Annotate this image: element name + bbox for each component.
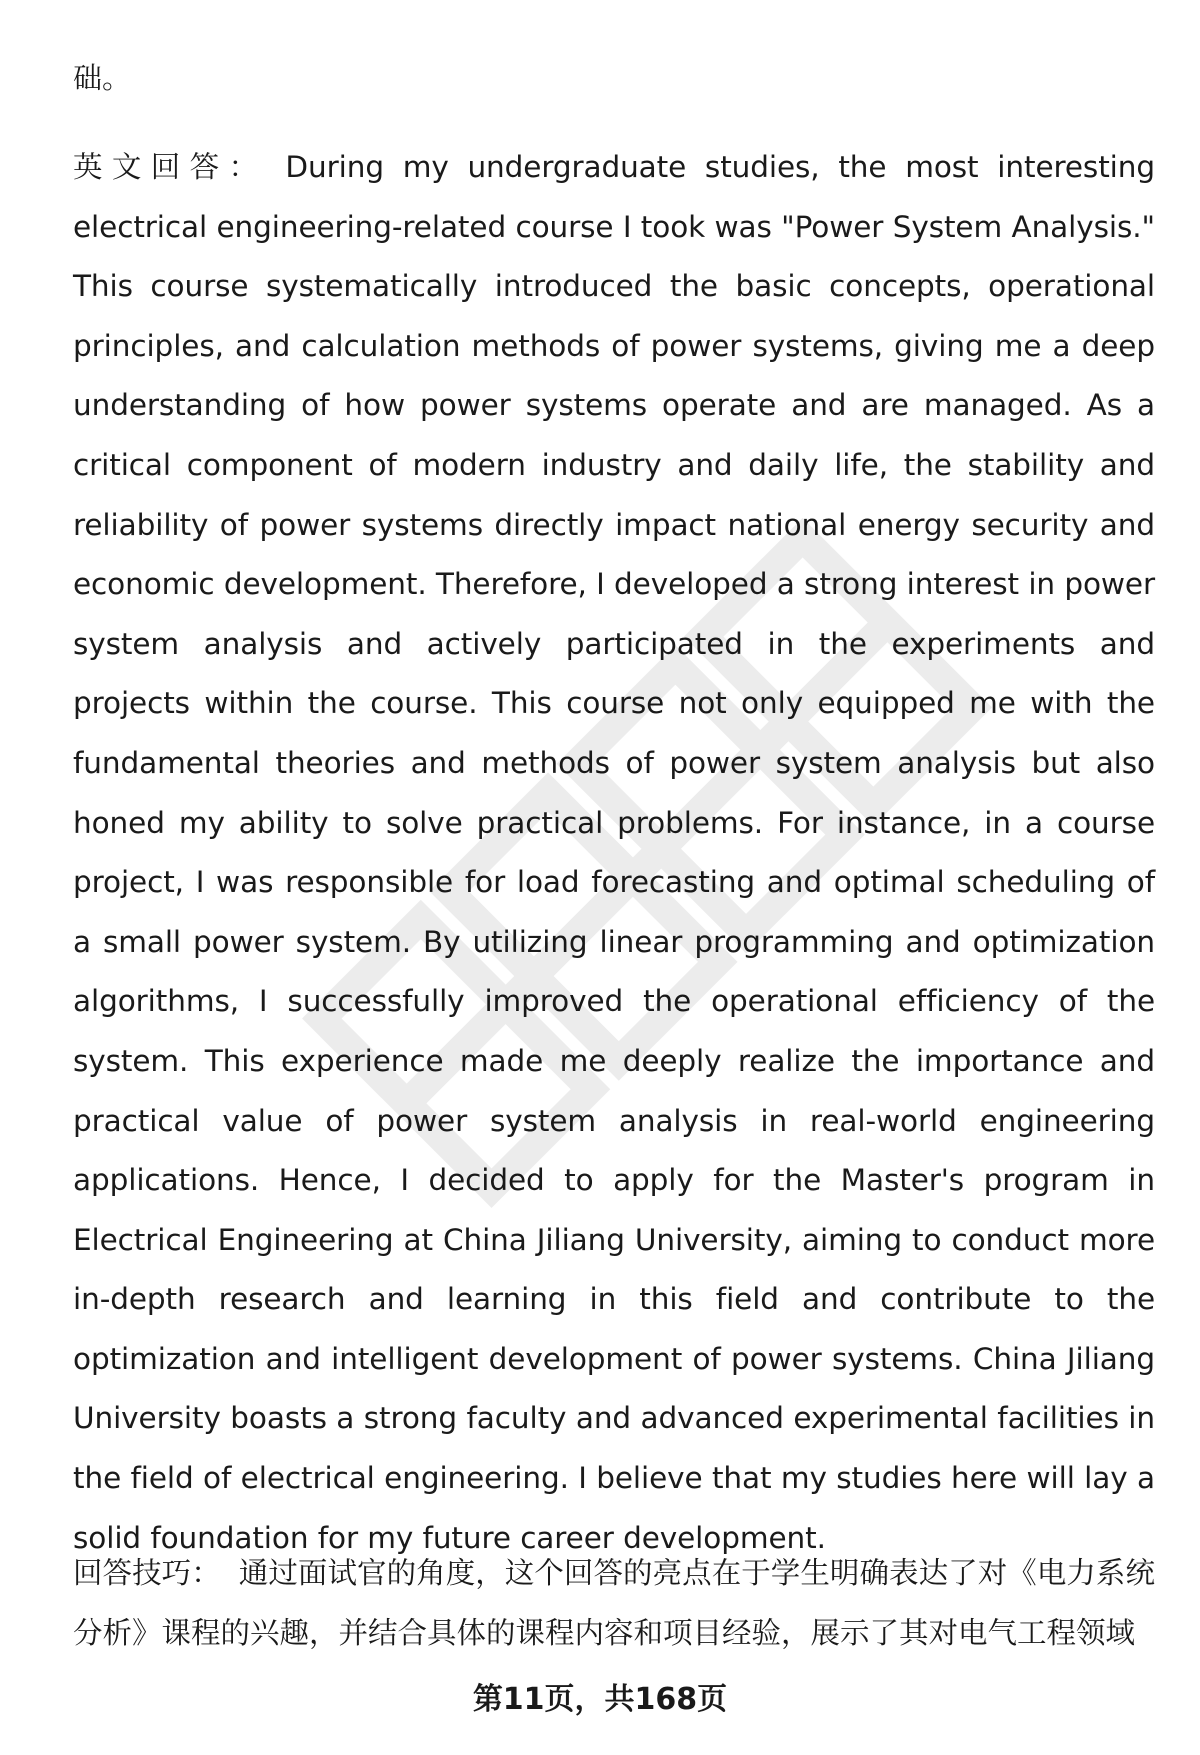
page-number-footer: 第11页，共168页: [472, 1682, 728, 1717]
answer-tips-label: 回答技巧：: [73, 1556, 221, 1590]
answer-tips-text: 通过面试官的角度，这个回答的亮点在于学生明确表达了对《电力系统分析》课程的兴趣，并结合具体的课程内容和项目经验，展示了其对电气工程领域: [73, 1556, 1155, 1650]
english-answer-label: 英文回答：: [73, 150, 268, 184]
english-answer-text: During my undergraduate studies, the most interesting electrical engineering-related course I took was "Power System Analysis." This course systematically introduced the basic concepts, operational principles, and calculation methods of power systems, giving me a deep understanding of how power systems operate and are managed. As a critical component of modern industry and daily life, the stability and reliability of power systems directly impact national energy security and economic development. Therefore, I developed a strong interest in power system analysis and actively participated in the experiments and projects within the course. This course not only equipped me with the fundamental theories and methods of power system analysis but also honed my ability to solve practical problems. For instance, in a course project, I was responsible for load forecasting and optimal scheduling of a small power system. By utilizing linear programming and optimization algorithms, I successfully improved the operational efficiency of the system. This experience made me deeply realize the importance and practical value of power system analysis in real-world engineering applications. Hence, I decided to apply for the Master's program in Electrical Engineering at China Jiliang University, aiming to conduct more in-depth research and learning in this field and contribute to the optimization and intelligent development of power systems. China Jiliang University boasts a strong faculty and advanced experimental facilities in the field of electrical engineering. I believe that my studies here will lay a solid foundation for my future career development.: [73, 150, 1155, 1555]
english-answer-paragraph: [73, 138, 1155, 1568]
previous-paragraph-tail: 础。: [73, 61, 132, 95]
answer-tips-paragraph: [73, 1543, 1155, 1663]
